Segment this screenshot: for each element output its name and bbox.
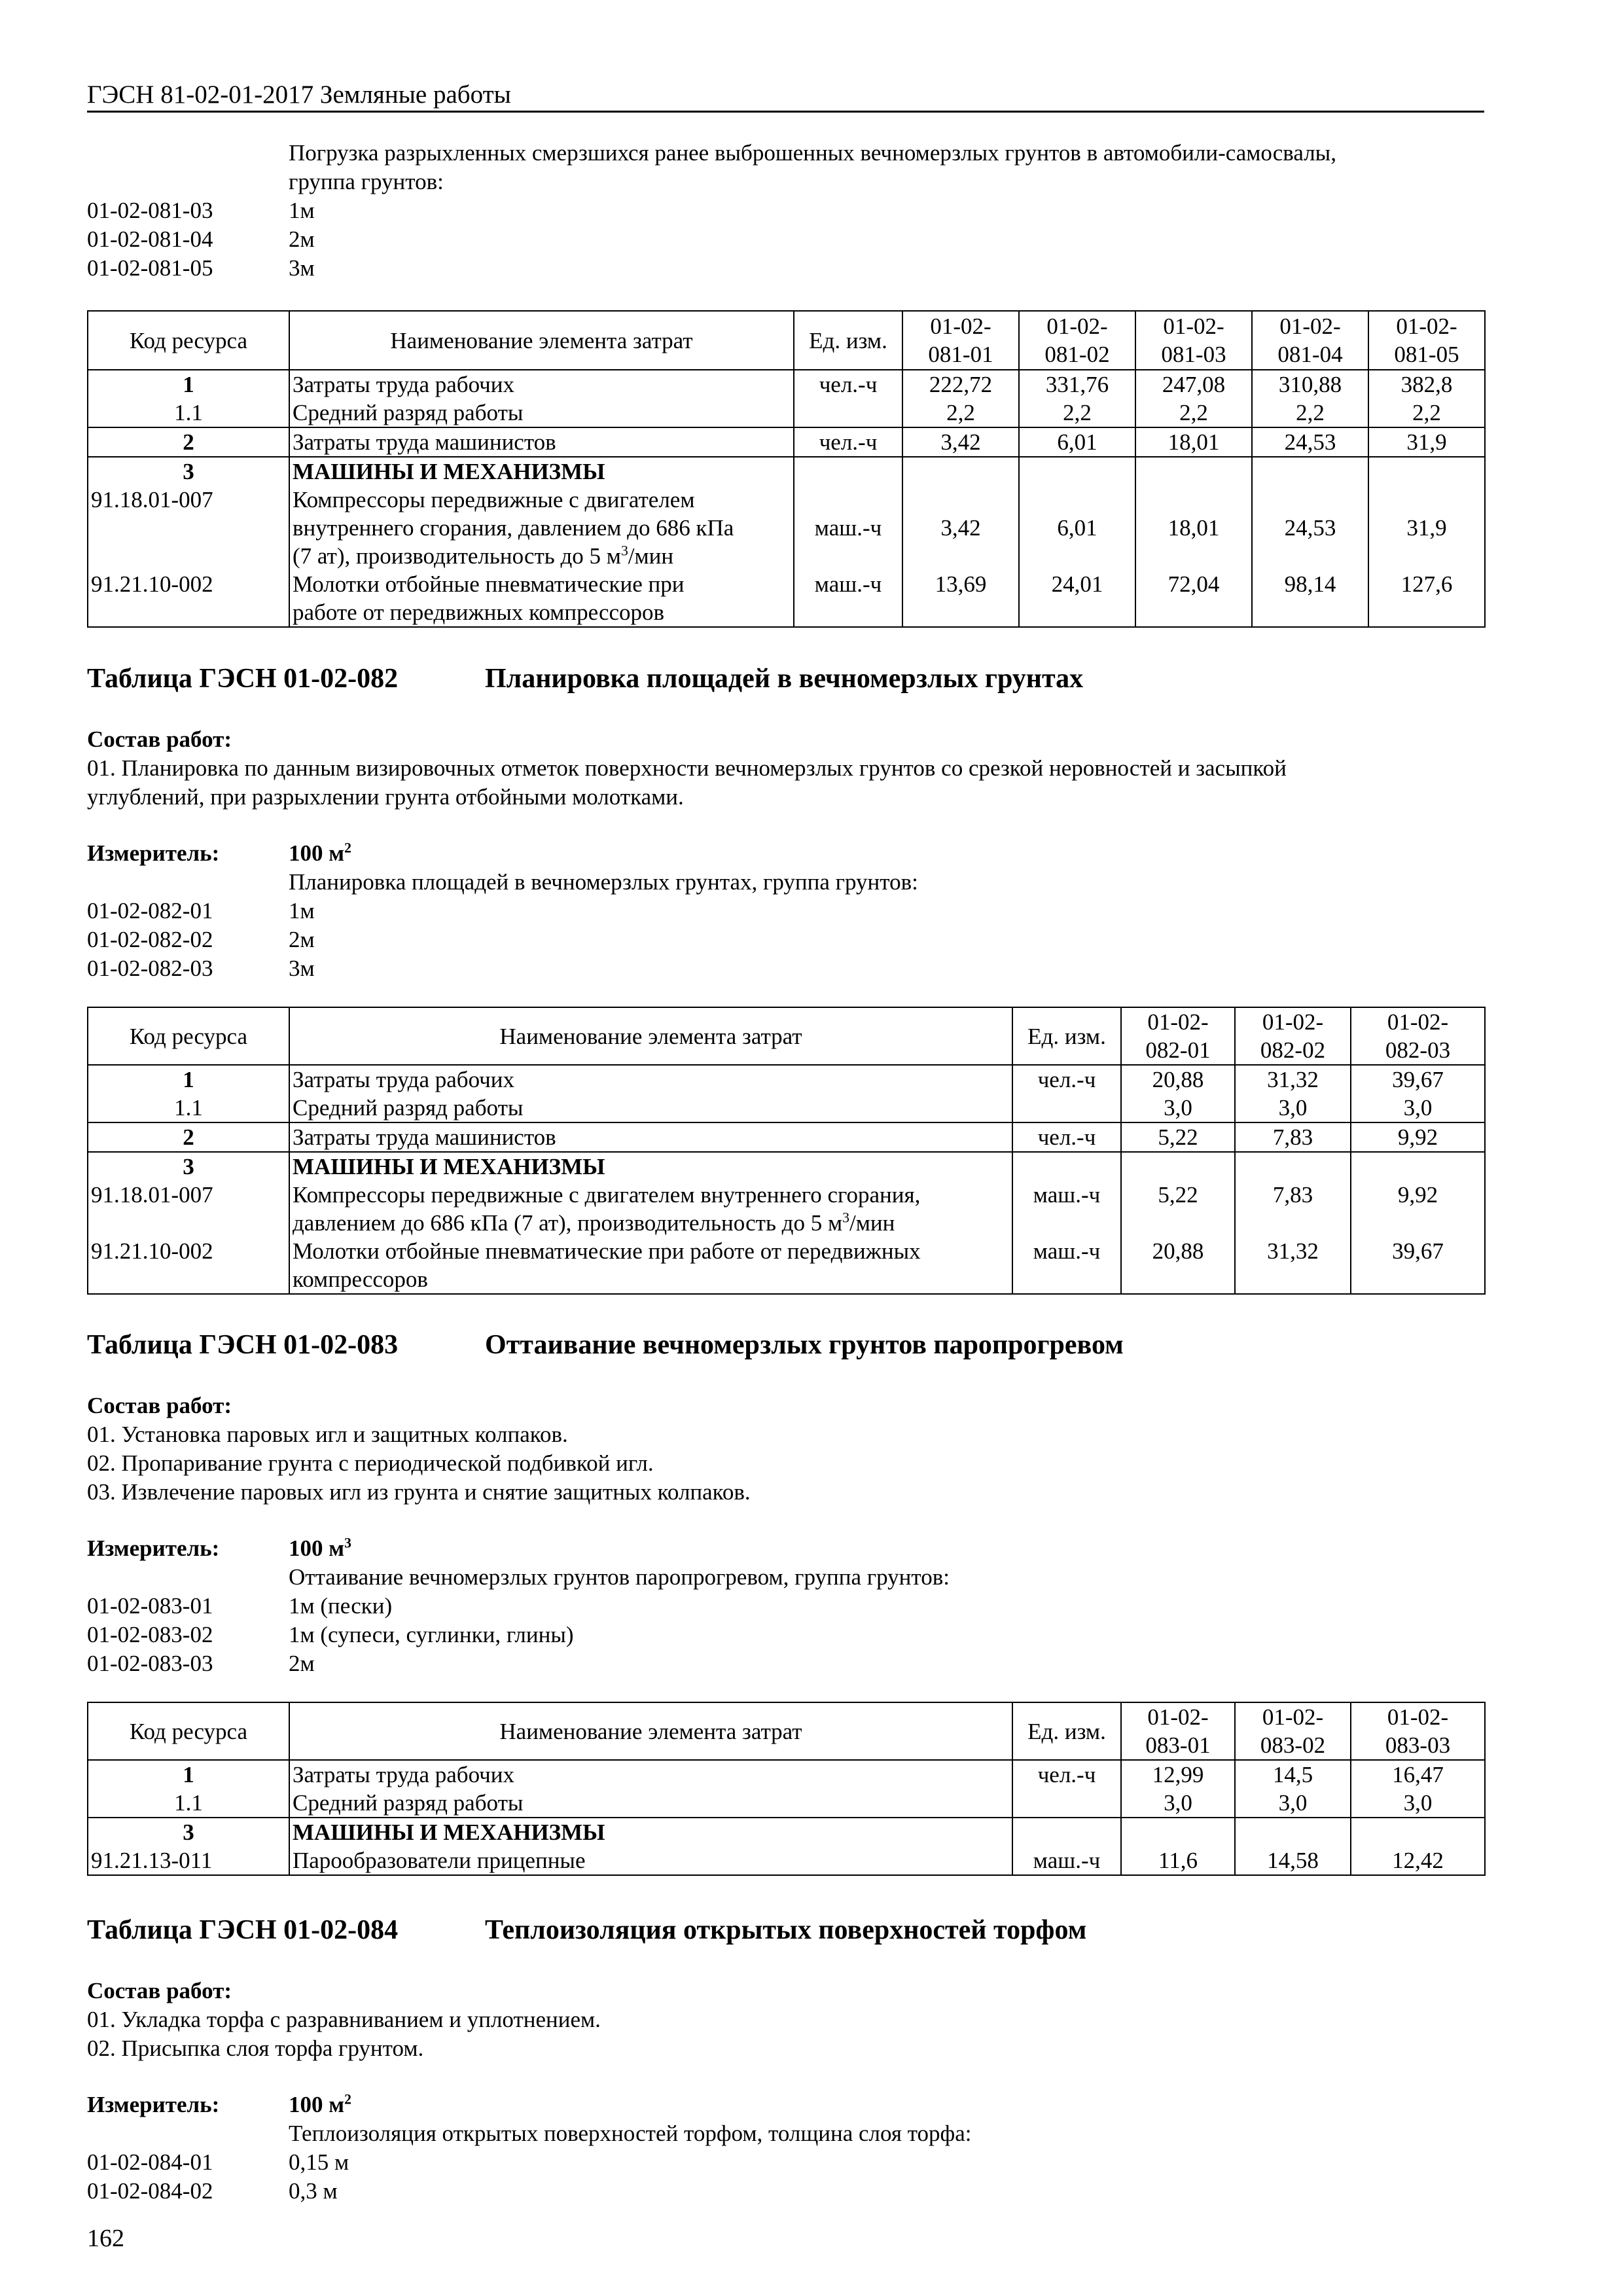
column-header-name: Наименование элемента затрат: [289, 1007, 1012, 1065]
table-header-row: [88, 311, 1485, 370]
work-item: углублений, при разрыхлении грунта отбойными молотками.: [87, 784, 684, 810]
table-header-row: [88, 1702, 1485, 1760]
table-title-082: Планировка площадей в вечномерзлых грунтах: [485, 664, 1084, 694]
work-item: 01. Установка паровых игл и защитных колпаков.: [87, 1422, 568, 1447]
meter-label: Измеритель:: [87, 2092, 220, 2117]
variant-value: 1м (супеси, суглинки, глины): [289, 1622, 574, 1647]
table-row: 2 Затраты труда машинистов чел.-ч 5,22 7,83 9,92: [88, 1122, 1485, 1152]
variant-value: 1м (пески): [289, 1593, 393, 1619]
table-row: 91.21.13-011 Парообразователи прицепные маш.-ч 11,6 14,58 12,42: [88, 1846, 1485, 1875]
meter-value: 100 $м^2$: [289, 840, 351, 866]
table-label-084: Таблица ГЭСН 01-02-084: [87, 1915, 399, 1945]
header-rule: [87, 111, 1484, 113]
column-header-unit: Ед. изм.: [794, 311, 902, 370]
column-header-norm: 01-02- 082-01: [1121, 1007, 1235, 1065]
variant-value: 3м: [289, 956, 315, 981]
meter-value: 100 $м^3$: [289, 1535, 351, 1561]
norm-description: Оттаивание вечномерзлых грунтов паропрогревом, группа грунтов:: [289, 1564, 950, 1590]
running-title: ГЭСН 81-02-01-2017 Земляные работы: [87, 81, 511, 109]
variant-value: 0,15 м: [289, 2149, 349, 2175]
composition-label: Состав работ:: [87, 726, 232, 752]
table-row: 3 МАШИНЫ И МЕХАНИЗМЫ: [88, 457, 1485, 486]
variant-code: 01-02-082-01: [87, 898, 213, 924]
variant-code: 01-02-084-01: [87, 2149, 213, 2175]
meter-label: Измеритель:: [87, 1535, 220, 1561]
variant-code: 01-02-081-04: [87, 226, 213, 252]
table-row: 1.1 Средний разряд работы 3,0 3,0 3,0: [88, 1789, 1485, 1818]
column-header-norm: 01-02- 083-02: [1235, 1702, 1351, 1760]
composition-label: Состав работ:: [87, 1978, 232, 2003]
column-header-norm: 01-02- 081-04: [1252, 311, 1368, 370]
norm-description: Теплоизоляция открытых поверхностей торфом, толщина слоя торфа:: [289, 2121, 972, 2146]
norm-title-line-2: группа грунтов:: [289, 169, 444, 194]
variant-code: 01-02-082-03: [87, 956, 213, 981]
variant-value: 3м: [289, 255, 315, 281]
column-header-norm: 01-02- 082-03: [1351, 1007, 1485, 1065]
table-row: 91.21.10-002 Молотки отбойные пневматические при работе от передвижных компрессоров маш.-ч 13,69 24,01 72,04 98,14 127,6: [88, 570, 1485, 627]
variant-code: 01-02-081-03: [87, 198, 213, 223]
column-header-code: Код ресурса: [88, 1007, 289, 1065]
column-header-unit: Ед. изм.: [1012, 1007, 1121, 1065]
variant-code: 01-02-083-03: [87, 1651, 213, 1676]
column-header-unit: Ед. изм.: [1012, 1702, 1121, 1760]
table-row: 91.18.01-007 Компрессоры передвижные с двигателем внутреннего сгорания, давлением до 686 кПа (7 ат), производительность до 5 $м^3$/мин маш.-ч 5,22 7,83 9,92: [88, 1181, 1485, 1237]
column-header-norm: 01-02- 081-05: [1368, 311, 1485, 370]
column-header-code: Код ресурса: [88, 1702, 289, 1760]
variant-code: 01-02-081-05: [87, 255, 213, 281]
table-header-row: [88, 1007, 1485, 1065]
work-item: 01. Укладка торфа с разравниванием и уплотнением.: [87, 2007, 601, 2032]
variant-value: 0,3 м: [289, 2178, 338, 2204]
variant-value: 2м: [289, 1651, 315, 1676]
table-row: 1 Затраты труда рабочих чел.-ч 222,72 331,76 247,08 310,88 382,8: [88, 370, 1485, 399]
column-header-norm: 01-02- 083-01: [1121, 1702, 1235, 1760]
table-label-082: Таблица ГЭСН 01-02-082: [87, 664, 399, 694]
resource-table-082: [87, 1007, 1486, 1295]
table-row: 1.1 Средний разряд работы 2,2 2,2 2,2 2,2 2,2: [88, 399, 1485, 427]
table-title-084: Теплоизоляция открытых поверхностей торфом: [485, 1915, 1087, 1945]
table-label-083: Таблица ГЭСН 01-02-083: [87, 1330, 399, 1360]
column-header-name: Наименование элемента затрат: [289, 1702, 1012, 1760]
page-number: 162: [87, 2225, 124, 2252]
column-header-norm: 01-02- 081-02: [1019, 311, 1135, 370]
column-header-norm: 01-02- 083-03: [1351, 1702, 1485, 1760]
variant-code: 01-02-082-02: [87, 927, 213, 952]
resource-table-083: [87, 1702, 1486, 1876]
variant-code: 01-02-084-02: [87, 2178, 213, 2204]
column-header-norm: 01-02- 081-01: [902, 311, 1019, 370]
work-item: 01. Планировка по данным визировочных отметок поверхности вечномерзлых грунтов со срезкой неровностей и засыпкой: [87, 755, 1287, 781]
table-row: 91.21.10-002 Молотки отбойные пневматические при работе от передвижных компрессоров маш.-ч 20,88 31,32 39,67: [88, 1237, 1485, 1294]
column-header-code: Код ресурса: [88, 311, 289, 370]
table-row: 1 Затраты труда рабочих чел.-ч 12,99 14,5 16,47: [88, 1760, 1485, 1789]
work-item: 03. Извлечение паровых игл из грунта и снятие защитных колпаков.: [87, 1479, 751, 1505]
variant-value: 2м: [289, 927, 315, 952]
table-row: 2 Затраты труда машинистов чел.-ч 3,42 6,01 18,01 24,53 31,9: [88, 427, 1485, 457]
work-item: 02. Пропаривание грунта с периодической подбивкой игл.: [87, 1450, 654, 1476]
resource-table-081: [87, 310, 1486, 628]
norm-title-line-1: Погрузка разрыхленных смерзшихся ранее выброшенных вечномерзлых грунтов в автомобили-самосвалы,: [289, 140, 1336, 166]
variant-code: 01-02-083-01: [87, 1593, 213, 1619]
column-header-name: Наименование элемента затрат: [289, 311, 794, 370]
variant-code: 01-02-083-02: [87, 1622, 213, 1647]
table-row: 3 МАШИНЫ И МЕХАНИЗМЫ: [88, 1818, 1485, 1846]
work-item: 02. Присыпка слоя торфа грунтом.: [87, 2036, 424, 2061]
variant-value: 2м: [289, 226, 315, 252]
norm-description: Планировка площадей в вечномерзлых грунтах, группа грунтов:: [289, 869, 918, 895]
meter-label: Измеритель:: [87, 840, 220, 866]
column-header-norm: 01-02- 081-03: [1135, 311, 1252, 370]
composition-label: Состав работ:: [87, 1393, 232, 1418]
table-row: 91.18.01-007 Компрессоры передвижные с двигателем внутреннего сгорания, давлением до 686 кПа (7 ат), производительность до 5 $м^3$/мин маш.-ч 3,42 6,01 18,01 24,53 31,9: [88, 486, 1485, 570]
table-title-083: Оттаивание вечномерзлых грунтов паропрогревом: [485, 1330, 1124, 1360]
table-row: 3 МАШИНЫ И МЕХАНИЗМЫ: [88, 1152, 1485, 1181]
table-row: 1.1 Средний разряд работы 3,0 3,0 3,0: [88, 1094, 1485, 1122]
meter-value: 100 $м^2$: [289, 2091, 351, 2117]
variant-value: 1м: [289, 198, 315, 223]
table-row: 1 Затраты труда рабочих чел.-ч 20,88 31,32 39,67: [88, 1065, 1485, 1094]
variant-value: 1м: [289, 898, 315, 924]
column-header-norm: 01-02- 082-02: [1235, 1007, 1351, 1065]
